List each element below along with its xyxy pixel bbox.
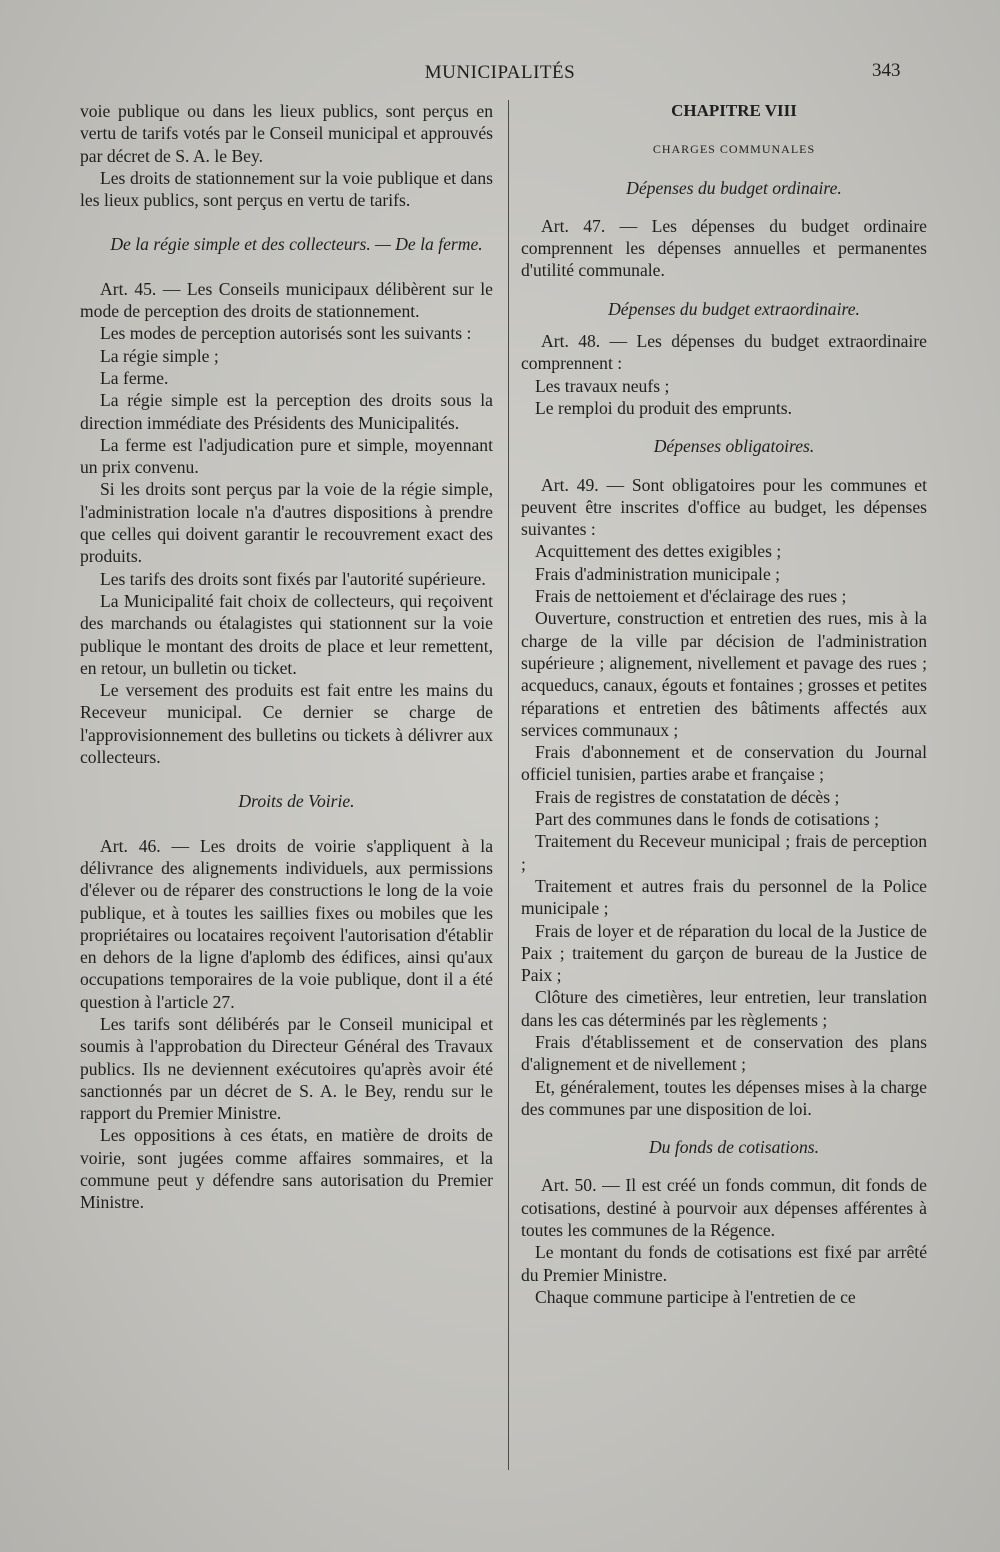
left-column xyxy=(80,100,493,1214)
paragraph: La Municipalité fait choix de collecteurs, qui reçoivent des marchands ou étalagistes qui stationnent sur la voie publique le montant des droits de place et leur remettent, en retour, un bulletin ou ticket. xyxy=(80,590,493,678)
paragraph: Le montant du fonds de cotisations est fixé par arrêté du Premier Ministre. xyxy=(521,1242,927,1285)
section-heading: Dépenses du budget ordinaire. xyxy=(626,177,842,198)
chapter-title: CHAPITRE VIII xyxy=(671,101,797,120)
paragraph: Le remploi du produit des emprunts. xyxy=(535,397,793,418)
paragraph: La régie simple est la perception des droits sous la direction immédiate des Présidents des Municipalités. xyxy=(80,390,493,433)
list-item: Et, généralement, toutes les dépenses mises à la charge des communes par une disposition de loi. xyxy=(521,1076,927,1119)
section-heading: De la régie simple et des collecteurs. — De la ferme. xyxy=(110,234,483,255)
paragraph: Les oppositions à ces états, en matière de droits de voirie, sont jugées comme affaires sommaires, et la commune peut y défendre sans autorisation du Premier Ministre. xyxy=(80,1125,493,1213)
article-46: Art. 46. — Les droits de voirie s'appliquent à la délivrance des alignements individuels, aux permissions d'élever ou de réparer des constructions le long de la voie publique, et à toutes les saillies fixes ou mobiles que les propriétaires ou locataires reçoivent l'autorisation d'établir en dehors de la ligne d'aplomb des édifices, ainsi qu'aux occupations temporaires de la voie publique, dont il a été question à l'article 27. xyxy=(80,835,493,1012)
paragraph: Les tarifs des droits sont fixés par l'autorité supérieure. xyxy=(100,568,486,589)
paragraph: La régie simple ; xyxy=(100,345,219,366)
section-heading: Droits de Voirie. xyxy=(238,791,355,812)
article-48: Art. 48. — Les dépenses du budget extraordinaire comprennent : xyxy=(521,331,927,374)
list-item: Traitement et autres frais du personnel de la Police municipale ; xyxy=(521,875,927,919)
chapter-subtitle: CHARGES COMMUNALES xyxy=(652,142,816,157)
section-heading: Du fonds de cotisations. xyxy=(648,1137,820,1158)
list-item: Frais de loyer et de réparation du local de la Justice de Paix ; traitement du garçon de bureau de la Justice de Paix ; xyxy=(521,920,927,986)
list-item: Frais d'abonnement et de conservation du Journal officiel tunisien, parties arabe et française ; xyxy=(521,742,927,785)
list-item: Frais d'établissement et de conservation des plans d'alignement et de nivellement ; xyxy=(521,1031,927,1075)
paragraph: Chaque commune participe à l'entretien de ce xyxy=(535,1286,856,1307)
paragraph: voie publique ou dans les lieux publics, sont perçus en vertu de tarifs votés par le Conseil municipal et approuvés par décret de S. A. le Bey. xyxy=(80,101,493,166)
section-heading: Dépenses obligatoires. xyxy=(653,436,815,457)
paragraph: Le versement des produits est fait entre les mains du Receveur municipal. Ce dernier se charge de l'approvisionnement des bulletins ou tickets à délivrer aux collecteurs. xyxy=(80,680,493,768)
paragraph: La ferme est l'adjudication pure et simple, moyennant un prix convenu. xyxy=(80,434,493,478)
article-49: Art. 49. — Sont obligatoires pour les communes et peuvent être inscrites d'office au budget, les dépenses suivantes : xyxy=(521,474,927,540)
list-item: Clôture des cimetières, leur entretien, leur translation dans les cas déterminés par les règlements ; xyxy=(521,987,927,1030)
list-item: Acquittement des dettes exigibles ; xyxy=(535,541,782,562)
right-column xyxy=(521,100,927,1308)
list-item: Ouverture, construction et entretien des rues, mis à la charge de la ville par décision de l'administration supérieure ; alignement, nivellement et pavage des rues ; acqueducs, canaux, égouts et fontaines ; grosses et petites réparations et entretien des bâtiments affectés aux services communaux ; xyxy=(521,608,927,740)
article-47: Art. 47. — Les dépenses du budget ordinaire comprennent les dépenses annuelles et permanentes d'utilité communale. xyxy=(521,215,927,281)
paragraph: Les tarifs sont délibérés par le Conseil municipal et soumis à l'approbation du Directeur Général des Travaux publics. Ils ne deviennent exécutoires qu'après avoir été sanctionnés par un décret de S. A. le Bey, rendu sur le rapport du Premier Ministre. xyxy=(80,1013,493,1124)
article-45: Art. 45. — Les Conseils municipaux délibèrent sur le mode de perception des droits de stationnement. xyxy=(80,278,493,322)
running-header: MUNICIPALITÉS xyxy=(424,62,576,83)
list-item: Frais de registres de constatation de décès ; xyxy=(535,786,840,807)
section-heading: Dépenses du budget extraordinaire. xyxy=(608,298,860,319)
column-divider xyxy=(508,100,509,1470)
page-number: 343 xyxy=(872,60,901,81)
article-50: Art. 50. — Il est créé un fonds commun, dit fonds de cotisations, destiné à pourvoir aux dépenses afférentes à toutes les communes de la Régence. xyxy=(521,1175,927,1241)
paragraph: La ferme. xyxy=(100,367,169,388)
list-item: Frais d'administration municipale ; xyxy=(535,563,781,584)
paragraph: Les travaux neufs ; xyxy=(535,375,670,396)
paragraph: Les droits de stationnement sur la voie publique et dans les lieux publics, sont perçus en vertu de tarifs. xyxy=(80,167,493,211)
list-item: Frais de nettoiement et d'éclairage des rues ; xyxy=(535,586,847,607)
paragraph: Si les droits sont perçus par la voie de la régie simple, l'administration locale n'a d'autres dispositions à prendre que celles qui doivent garantir le recouvrement exact des produits. xyxy=(80,479,493,567)
paragraph: Les modes de perception autorisés sont les suivants : xyxy=(100,323,472,344)
list-item: Part des communes dans le fonds de cotisations ; xyxy=(535,809,879,830)
list-item: Traitement du Receveur municipal ; frais de perception ; xyxy=(521,831,927,874)
